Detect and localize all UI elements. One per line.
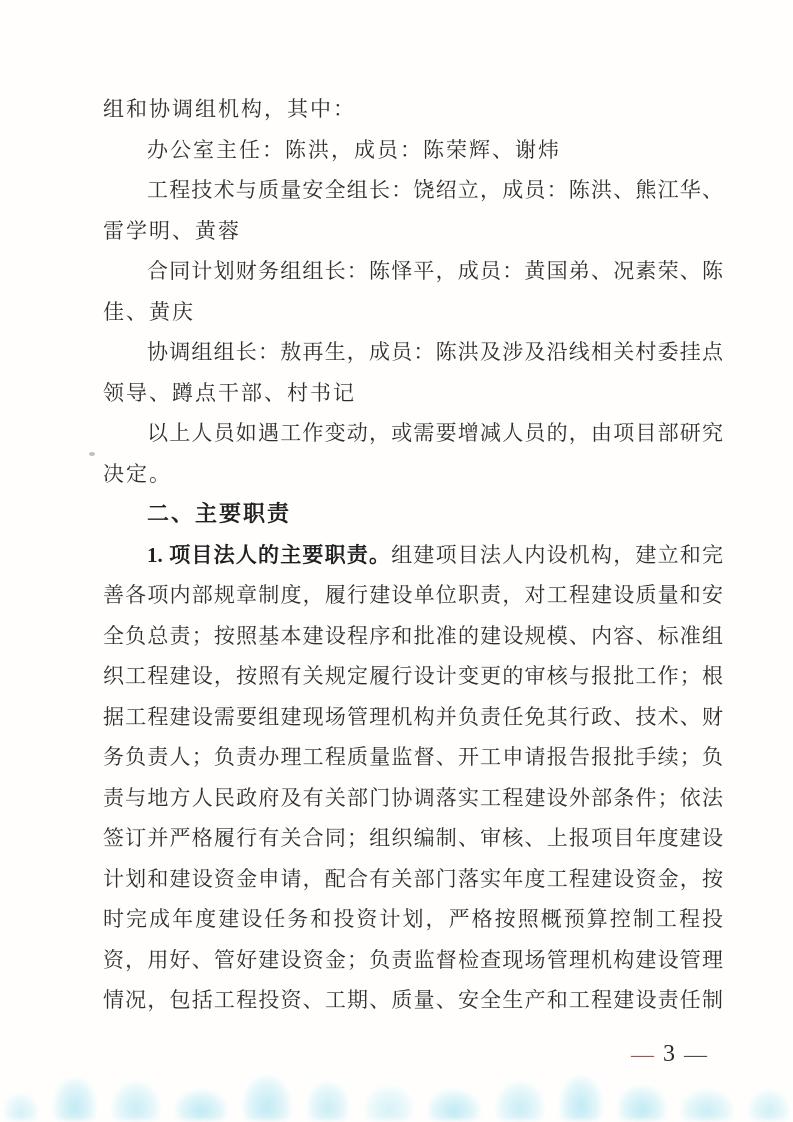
text-line: 工程技术与质量安全组长：饶绍立，成员：陈洪、熊江华、 [147,178,723,202]
bold-lead: 1. 项目法人的主要职责。 [147,542,392,567]
page-number-value: 3 [663,1041,675,1067]
watermark-blob [496,1082,544,1120]
page-number-dash-left: — [631,1041,654,1067]
text-line: 资，用好、管好建设资金；负责监督检查现场管理机构建设管理 [103,947,723,972]
text-line: 善各项内部规章制度，履行建设单位职责，对工程建设质量和安 [103,583,723,607]
text-line: 全负总责；按照基本建设程序和批准的建设规模、内容、标准组 [103,623,723,648]
watermark-blob [243,1076,291,1120]
watermark-blob [428,1090,480,1120]
watermark-blob [618,1086,666,1120]
watermark-blob [681,1090,733,1120]
text-line: 协调组组长：敖再生，成员：陈洪及涉及沿线相关村委挂点 [147,340,723,364]
text-line: 时完成年度建设任务和投资计划，严格按照概预算控制工程投 [103,907,723,931]
watermark-blob [365,1086,413,1120]
section-heading: 二、主要职责 [147,501,292,526]
text-line: 佳、黄庆 [103,299,195,324]
text-line: 计划和建设资金申请，配合有关部门落实年度工程建设资金，按 [103,866,723,891]
watermark-blob [4,1094,38,1120]
document-body [103,89,723,1021]
text-line: 织工程建设，按照有关规定履行设计变更的审核与报批工作；根 [103,664,723,688]
text-line: 务负责人；负责办理工程质量监督、开工申请报告报批手续；负 [103,745,723,769]
watermark-blob [560,1076,602,1120]
page-number [631,1041,707,1068]
watermark-blob [175,1090,227,1120]
text-line: 雷学明、黄蓉 [103,218,241,243]
text-line: 领导、蹲点干部、村书记 [103,380,356,405]
bottom-watermark [0,1070,793,1122]
text-line: 1. 项目法人的主要职责。组建项目法人内设机构，建立和完 [147,542,723,567]
watermark-blob [112,1082,160,1120]
watermark-blob [749,1090,789,1120]
watermark-blob [307,1082,349,1120]
page-number-dash-right: — [684,1041,707,1067]
text-line: 办公室主任：陈洪，成员：陈荣辉、谢炜 [147,137,561,162]
scan-speck [89,452,95,456]
text-line: 情况，包括工程投资、工期、质量、安全生产和工程建设责任制 [103,988,723,1012]
text-line: 签订并严格履行有关合同；组织编制、审核、上报项目年度建设 [103,826,723,850]
text-line: 组和协调组机构，其中： [103,97,356,121]
text-line: 责与地方人民政府及有关部门协调落实工程建设外部条件；依法 [103,785,723,810]
text-line: 以上人员如遇工作变动，或需要增减人员的，由项目部研究 [147,421,723,445]
watermark-blob [54,1078,96,1120]
text-line: 据工程建设需要组建现场管理机构并负责任免其行政、技术、财 [103,704,723,729]
text-line: 决定。 [103,461,172,486]
text-line: 合同计划财务组组长：陈怿平，成员：黄国弟、况素荣、陈 [147,259,723,283]
